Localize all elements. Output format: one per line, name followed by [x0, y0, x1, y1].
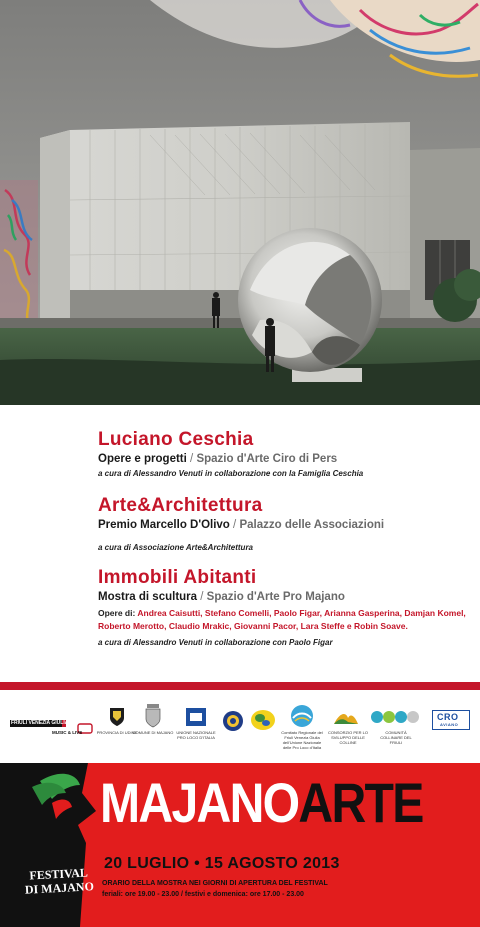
- exhibition-venue: Spazio d'Arte Pro Majano: [206, 591, 345, 603]
- consorzio-logo: [334, 708, 358, 731]
- exhibitions-info: [0, 405, 480, 680]
- exhibition-subtitle: [98, 451, 468, 467]
- festival-banner: [0, 763, 480, 927]
- comitato-logo: [290, 704, 314, 733]
- opening-hours-detail: feriali: ore 19.00 - 23.00 / festivi e domenica: ore 17.00 - 23.00: [102, 891, 304, 898]
- rooster-logo-icon: [0, 763, 100, 927]
- sculpture-photo-illustration: [0, 0, 480, 405]
- exhibition-subtitle: [98, 589, 468, 605]
- festival-logo-line1: FESTIVAL: [29, 865, 89, 883]
- unpli-caption: UNIONE NAZIONALE PRO LOCO D'ITALIA: [176, 730, 216, 740]
- exhibition-subtitle-text: Opere e progetti: [98, 453, 187, 465]
- fvg-text: FRIULI VENEZIA GIULIA: [11, 720, 69, 726]
- exhibition-title: Immobili Abitanti: [98, 567, 257, 588]
- comune-caption: COMUNE DI MAJANO: [132, 730, 174, 735]
- exhibition-subtitle-text: Premio Marcello D'Olivo: [98, 519, 230, 531]
- title-white: MAJANO: [100, 771, 299, 834]
- exhibition-ceschia: [98, 429, 468, 480]
- exhibition-arte-architettura: [98, 495, 468, 554]
- shield-icon: [108, 706, 126, 728]
- festival-title: [100, 771, 423, 835]
- festival-logo-line2: DI MAJANO: [24, 879, 95, 897]
- opening-hours-title: ORARIO DELLA MOSTRA NEI GIORNI DI APERTURA DEL FESTIVAL: [102, 880, 328, 887]
- cro-sub-text: AVIANO: [440, 722, 459, 727]
- title-black: ARTE: [298, 771, 423, 834]
- provincia-caption: PROVINCIA DI UDINE: [96, 730, 138, 735]
- exhibition-title: Arte&Architettura: [98, 495, 263, 516]
- consorzio-caption: CONSORZIO PER LO SVILUPPO DELLE COLLINE: [327, 730, 368, 745]
- unpli-logo: [186, 708, 206, 731]
- festival-dates: 20 LUGLIO • 15 AGOSTO 2013: [104, 855, 340, 872]
- exhibition-subtitle-text: Mostra di scultura: [98, 591, 198, 603]
- red-divider: [0, 682, 480, 690]
- comunita-logo: [370, 710, 422, 729]
- cro-text: CRO: [437, 712, 459, 722]
- fvg-music-live-logo: [10, 718, 100, 743]
- comitato-caption: Comitato Regionale del Friuli Venezia Giulia dell'Unione Nazionale delle Pro Loco d'Italia: [281, 730, 323, 750]
- hero-photo: [0, 0, 480, 405]
- yellow-logo: [250, 708, 276, 737]
- cro-logo: [432, 710, 470, 730]
- splash-icon: [250, 708, 276, 732]
- unpli-icon: [186, 708, 206, 726]
- sponsor-logos: [0, 690, 480, 763]
- works-by: [98, 607, 468, 633]
- festival-logo-text: [23, 865, 94, 897]
- crest-icon: [144, 704, 162, 728]
- colline-icon: [370, 710, 422, 724]
- music-live-text: MUSIC & LIVE: [52, 730, 83, 735]
- emblem-logo: [222, 710, 244, 737]
- artists-list: Andrea Caisutti, Stefano Comelli, Paolo Figar, Arianna Gasperina, Damjan Komel, Roberto Merotto, Claudio Mrakic, Giovanni Pacor, Lara Steffe e Robin Soave.: [98, 608, 466, 631]
- separator: /: [190, 453, 194, 465]
- exhibition-curator: a cura di Alessandro Venuti in collaborazione con Paolo Figar: [98, 638, 333, 647]
- exhibition-immobili-abitanti: [98, 567, 468, 649]
- hills-icon: [334, 708, 358, 726]
- exhibition-venue: Palazzo delle Associazioni: [239, 519, 385, 531]
- separator: /: [200, 591, 204, 603]
- exhibition-curator: a cura di Associazione Arte&Architettura: [98, 543, 254, 552]
- exhibition-venue: Spazio d'Arte Ciro di Pers: [196, 453, 338, 465]
- exhibition-title: Luciano Ceschia: [98, 429, 254, 450]
- provincia-logo: [108, 706, 126, 733]
- wave-icon: [290, 704, 314, 728]
- separator: /: [233, 519, 237, 531]
- exhibition-curator: a cura di Alessandro Venuti in collaborazione con la Famiglia Ceschia: [98, 469, 364, 478]
- exhibition-subtitle: [98, 517, 468, 533]
- emblem-icon: [222, 710, 244, 732]
- comunita-caption: COMUNITÀ COLLINARE DEL FRIULI: [380, 730, 412, 745]
- works-label: Opere di:: [98, 608, 136, 618]
- comune-logo: [144, 704, 162, 733]
